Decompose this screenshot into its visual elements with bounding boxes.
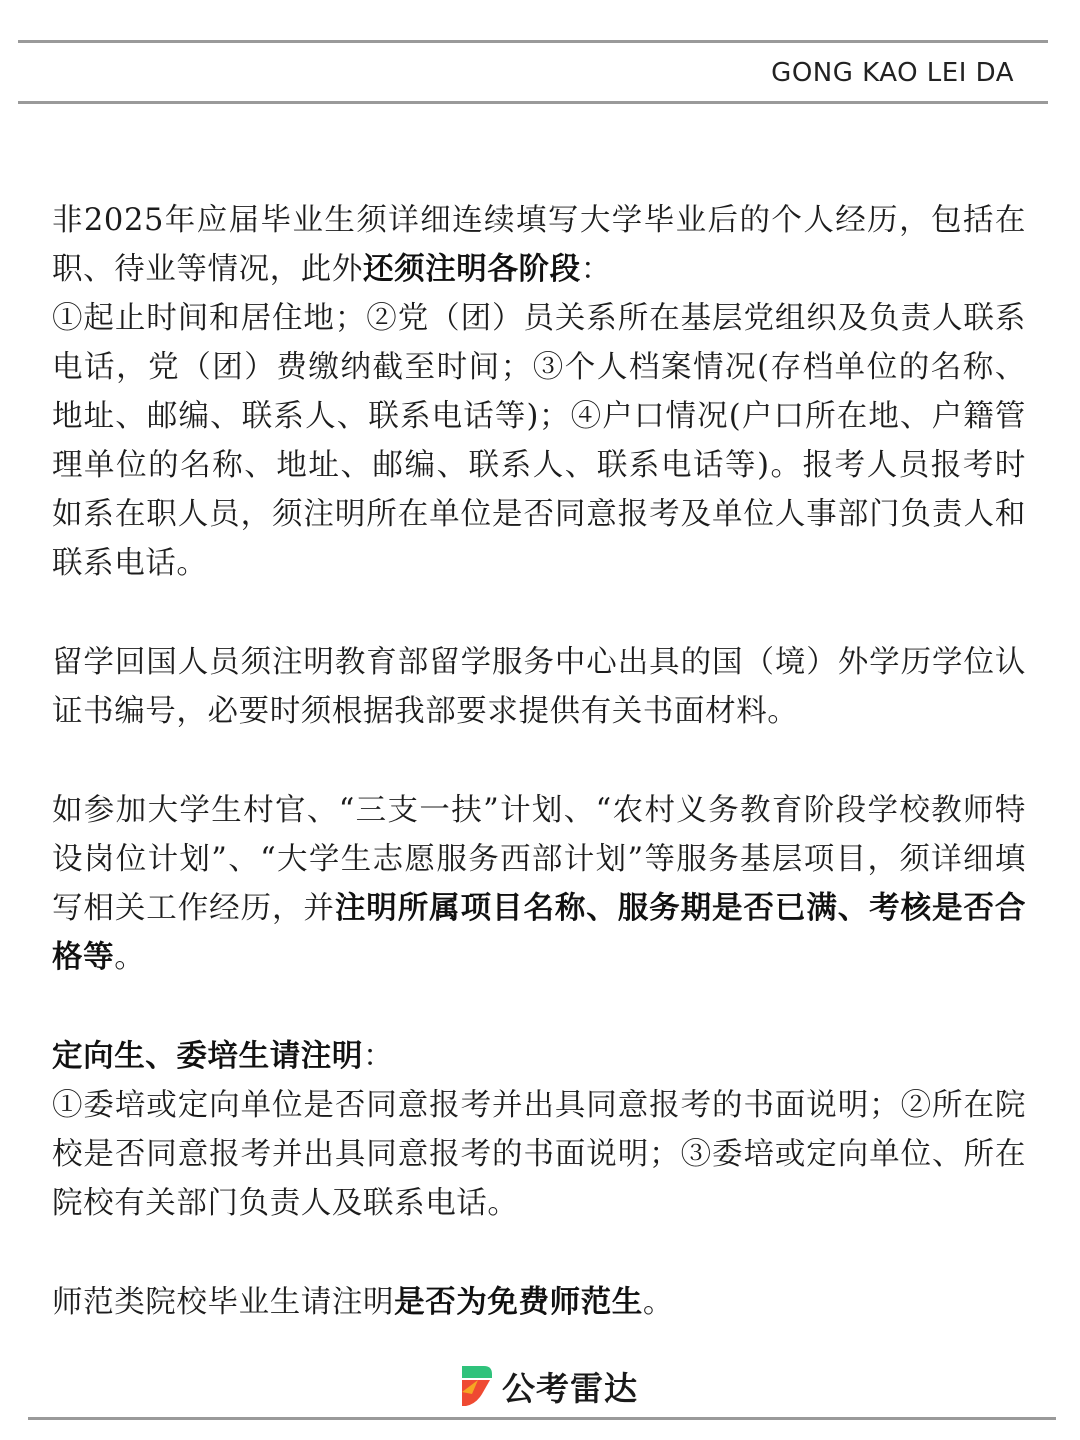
bold-segment: 是否为免费师范生	[394, 1284, 643, 1320]
paragraph-directed-commissioned	[52, 1032, 1026, 1228]
footer-logo	[458, 1362, 638, 1410]
radar-logo-icon	[458, 1364, 494, 1408]
bold-segment: 注明所属项目名称、服务期是否已满、考核是否合格等	[52, 890, 1026, 975]
text-segment: 如参加大学生村官、“三支一扶”计划、“农村义务教育阶段学校教师特设岗位计划”、“大学生志愿服务西部计划”等服务基层项目，须详细填写相关工作经历，并	[52, 793, 1026, 926]
text-segment: 留学回国人员须注明教育部留学服务中心出具的国（境）外学历学位认证书编号，必要时须根据我部要求提供有关书面材料。	[52, 645, 1026, 729]
header-brand: GONG KAO LEI DA	[771, 58, 1014, 88]
header-bottom-rule	[18, 101, 1048, 104]
text-segment: 师范类院校毕业生请注明	[52, 1285, 395, 1320]
text-segment: ：	[363, 1039, 395, 1074]
bold-segment: 还须注明各阶段	[363, 251, 581, 287]
paragraph-non-fresh-graduates	[52, 196, 1026, 588]
text-segment: 。	[114, 940, 146, 975]
header-top-rule	[18, 40, 1048, 43]
bold-segment: 定向生、委培生请注明	[52, 1038, 363, 1074]
text-segment: 。	[642, 1285, 675, 1320]
text-segment: 非2025年应届毕业生须详细连续填写大学毕业后的个人经历，包括在职、待业等情况，此外	[52, 203, 1026, 287]
paragraph-grassroots-projects	[52, 786, 1026, 982]
paragraph-normal-university	[52, 1278, 1026, 1327]
footer-rule	[28, 1417, 1056, 1420]
text-segment: ①委培或定向单位是否同意报考并出具同意报考的书面说明；②所在院校是否同意报考并出具同意报考的书面说明；③委培或定向单位、所在院校有关部门负责人及联系电话。	[52, 1088, 1026, 1221]
footer-logo-text: 公考雷达	[502, 1368, 638, 1408]
text-segment: ：	[580, 252, 612, 287]
document-body	[52, 196, 1026, 1377]
paragraph-returned-overseas	[52, 638, 1026, 736]
text-segment: ①起止时间和居住地；②党（团）员关系所在基层党组织及负责人联系电话，党（团）费缴纳截至时间；③个人档案情况(存档单位的名称、地址、邮编、联系人、联系电话等)；④户口情况(户口所在地、户籍管理单位的名称、地址、邮编、联系人、联系电话等)。报考人员报考时如系在职人员，须注明所在单位是否同意报考及单位人事部门负责人和联系电话。	[52, 301, 1026, 581]
